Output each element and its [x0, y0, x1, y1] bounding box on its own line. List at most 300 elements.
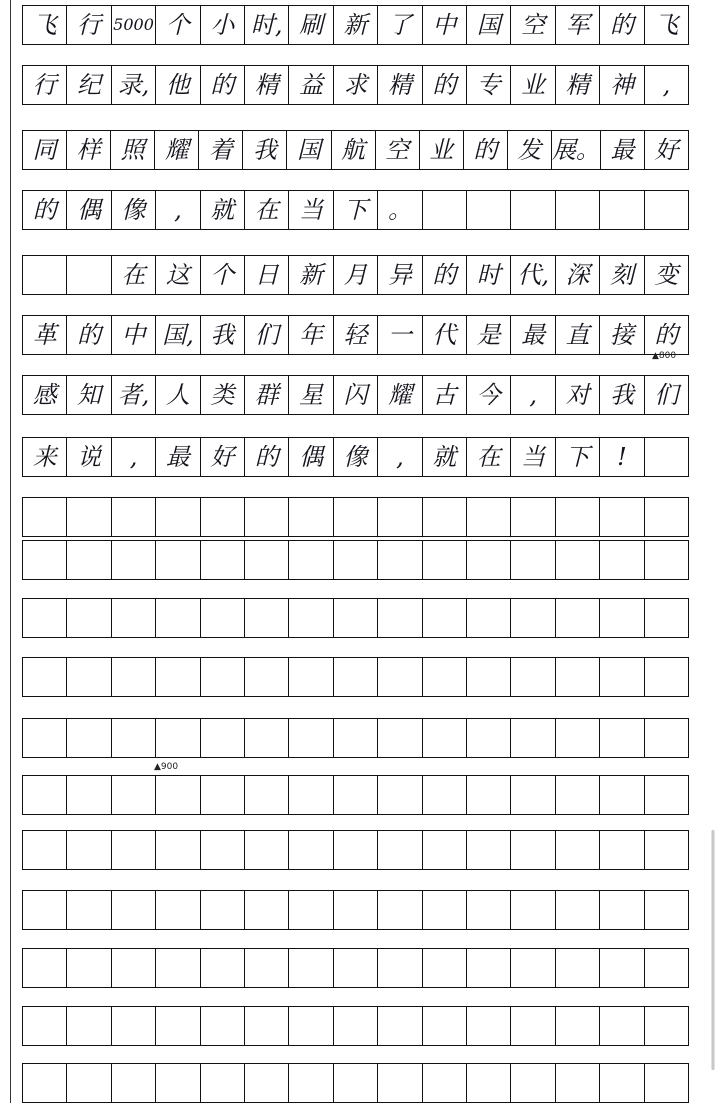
grid-cell — [467, 719, 511, 757]
grid-cell: 飞 — [654, 11, 679, 39]
grid-row — [22, 830, 689, 870]
grid-row — [22, 190, 689, 230]
grid-cell — [645, 776, 688, 814]
grid-row — [22, 540, 689, 580]
grid-cell: 的 — [423, 66, 467, 104]
grid-cell — [378, 949, 422, 987]
grid-cell: , — [112, 438, 156, 476]
grid-cell: 知 — [67, 376, 111, 414]
grid-cell — [600, 949, 644, 987]
grid-cell: 们 — [654, 381, 679, 409]
grid-cell — [334, 541, 378, 579]
grid-cell — [378, 776, 422, 814]
grid-row — [22, 1006, 689, 1046]
grid-row — [22, 775, 689, 815]
grid-cell: 当 — [289, 191, 333, 229]
grid-cell: 行 — [23, 66, 67, 104]
grid-cell: 国 — [467, 6, 511, 44]
grid-cell — [112, 719, 156, 757]
grid-cell — [378, 658, 422, 696]
grid-cell: 求 — [334, 66, 378, 104]
grid-cell — [67, 776, 111, 814]
grid-cell — [112, 658, 156, 696]
grid-cell — [511, 1064, 555, 1102]
grid-cell: , — [378, 438, 422, 476]
grid-cell — [334, 831, 378, 869]
grid-cell: 最 — [156, 438, 200, 476]
grid-cell: 人 — [156, 376, 200, 414]
grid-cell — [245, 498, 289, 536]
grid-cell — [511, 191, 555, 229]
grid-cell — [201, 891, 245, 929]
grid-cell — [378, 541, 422, 579]
grid-cell: 偶 — [289, 438, 333, 476]
grid-row — [22, 437, 689, 477]
grid-cell: 国, — [156, 316, 200, 354]
grid-cell: 这 — [156, 256, 200, 294]
grid-cell — [289, 949, 333, 987]
grid-row — [22, 65, 689, 105]
grid-cell — [112, 891, 156, 929]
grid-cell: 空 — [376, 131, 420, 169]
grid-cell — [423, 1064, 467, 1102]
grid-cell — [23, 256, 67, 294]
grid-cell — [201, 719, 245, 757]
grid-cell — [467, 191, 511, 229]
grid-cell: 个 — [156, 6, 200, 44]
grid-cell: 当 — [511, 438, 555, 476]
grid-cell: 我 — [243, 131, 287, 169]
grid-cell: 就 — [423, 438, 467, 476]
grid-cell — [511, 776, 555, 814]
grid-cell — [378, 831, 422, 869]
grid-cell: 异 — [378, 256, 422, 294]
grid-cell — [378, 1007, 422, 1045]
grid-cell — [201, 498, 245, 536]
grid-row — [22, 948, 689, 988]
grid-cell — [556, 1064, 600, 1102]
grid-cell — [245, 891, 289, 929]
grid-cell — [67, 498, 111, 536]
grid-cell: 在 — [112, 256, 156, 294]
grid-cell: 的 — [23, 191, 67, 229]
grid-cell — [67, 599, 111, 637]
grid-cell: 来 — [23, 438, 67, 476]
grid-cell — [112, 1007, 156, 1045]
grid-cell — [23, 719, 67, 757]
grid-cell: 深 — [556, 256, 600, 294]
grid-cell — [645, 191, 688, 229]
grid-cell: 我 — [201, 316, 245, 354]
grid-cell — [67, 891, 111, 929]
grid-cell — [423, 541, 467, 579]
grid-cell — [112, 541, 156, 579]
grid-cell — [511, 599, 555, 637]
grid-cell — [23, 541, 67, 579]
grid-cell — [23, 1007, 67, 1045]
grid-cell — [289, 1007, 333, 1045]
grid-cell: 耀 — [155, 131, 199, 169]
grid-cell — [467, 541, 511, 579]
grid-cell: 军 — [556, 6, 600, 44]
grid-cell — [511, 719, 555, 757]
grid-cell — [600, 541, 644, 579]
grid-cell — [645, 719, 688, 757]
grid-cell: 。 — [378, 191, 422, 229]
grid-cell — [556, 719, 600, 757]
grid-cell — [156, 949, 200, 987]
grid-cell — [423, 949, 467, 987]
grid-cell: 像 — [112, 191, 156, 229]
grid-cell — [23, 776, 67, 814]
grid-cell — [245, 599, 289, 637]
grid-row — [22, 718, 689, 758]
grid-cell: 的 — [423, 256, 467, 294]
grid-cell: 变 — [654, 261, 679, 289]
grid-cell: 耀 — [378, 376, 422, 414]
grid-cell — [334, 1064, 378, 1102]
grid-cell: 一 — [378, 316, 422, 354]
grid-cell: 精 — [245, 66, 289, 104]
grid-cell: 飞 — [23, 6, 67, 44]
grid-cell — [112, 1064, 156, 1102]
grid-cell — [467, 599, 511, 637]
grid-cell — [600, 191, 644, 229]
grid-cell — [201, 1064, 245, 1102]
grid-cell: 专 — [467, 66, 511, 104]
grid-cell: , — [662, 71, 671, 99]
grid-cell — [467, 891, 511, 929]
grid-cell — [201, 949, 245, 987]
grid-cell: 业 — [511, 66, 555, 104]
grid-cell — [67, 1007, 111, 1045]
grid-cell — [556, 949, 600, 987]
grid-cell — [334, 498, 378, 536]
grid-cell — [289, 1064, 333, 1102]
grid-row — [22, 497, 689, 537]
grid-row — [22, 255, 689, 295]
grid-cell — [289, 719, 333, 757]
grid-cell: 接 — [600, 316, 644, 354]
grid-cell: 闪 — [334, 376, 378, 414]
grid-cell — [467, 1064, 511, 1102]
grid-cell — [156, 1007, 200, 1045]
grid-cell: 日 — [245, 256, 289, 294]
grid-cell — [600, 891, 644, 929]
grid-cell: 革 — [23, 316, 67, 354]
grid-cell — [334, 891, 378, 929]
grid-cell: 同 — [23, 131, 67, 169]
grid-cell: 时 — [467, 256, 511, 294]
grid-cell — [423, 891, 467, 929]
grid-cell: 月 — [334, 256, 378, 294]
grid-cell: 们 — [245, 316, 289, 354]
grid-cell — [201, 776, 245, 814]
grid-cell: 的 — [245, 438, 289, 476]
grid-cell — [23, 658, 67, 696]
grid-cell — [423, 831, 467, 869]
grid-cell — [289, 599, 333, 637]
grid-cell — [201, 658, 245, 696]
grid-cell: 像 — [334, 438, 378, 476]
grid-cell: 的 — [67, 316, 111, 354]
grid-cell: 神 — [600, 66, 644, 104]
grid-cell: 说 — [67, 438, 111, 476]
grid-row — [22, 315, 689, 355]
word-count-marker-900: ▲900 — [154, 762, 179, 772]
grid-cell — [511, 498, 555, 536]
grid-cell — [645, 891, 688, 929]
grid-cell: 下 — [334, 191, 378, 229]
grid-cell — [201, 831, 245, 869]
grid-cell: 中 — [112, 316, 156, 354]
grid-cell — [600, 498, 644, 536]
grid-cell — [556, 541, 600, 579]
grid-cell — [67, 1064, 111, 1102]
grid-cell — [156, 498, 200, 536]
grid-cell — [645, 1007, 688, 1045]
grid-cell — [600, 1007, 644, 1045]
grid-cell — [645, 541, 688, 579]
grid-cell — [67, 541, 111, 579]
grid-cell — [289, 831, 333, 869]
grid-cell: 个 — [201, 256, 245, 294]
grid-cell — [112, 831, 156, 869]
grid-cell — [112, 776, 156, 814]
grid-row — [22, 375, 689, 415]
grid-cell — [245, 1007, 289, 1045]
grid-cell: 精 — [378, 66, 422, 104]
grid-cell — [112, 599, 156, 637]
grid-cell — [112, 949, 156, 987]
grid-cell — [378, 498, 422, 536]
grid-cell — [556, 498, 600, 536]
grid-cell: 的 — [464, 131, 508, 169]
grid-cell — [67, 831, 111, 869]
grid-cell: 轻 — [334, 316, 378, 354]
grid-cell — [67, 719, 111, 757]
grid-cell: 古 — [423, 376, 467, 414]
grid-cell — [334, 658, 378, 696]
grid-cell: 下 — [556, 438, 600, 476]
grid-cell — [645, 599, 688, 637]
grid-cell — [245, 949, 289, 987]
grid-cell — [67, 949, 111, 987]
grid-cell — [67, 658, 111, 696]
grid-cell: 益 — [289, 66, 333, 104]
grid-cell — [156, 776, 200, 814]
grid-cell — [245, 719, 289, 757]
grid-cell — [467, 776, 511, 814]
grid-cell — [112, 498, 156, 536]
grid-cell — [23, 599, 67, 637]
grid-cell — [645, 438, 688, 476]
grid-cell — [645, 949, 688, 987]
grid-cell — [556, 1007, 600, 1045]
grid-cell — [423, 498, 467, 536]
grid-cell — [600, 1064, 644, 1102]
grid-cell: 展。 — [552, 131, 601, 169]
grid-cell — [289, 498, 333, 536]
grid-cell — [645, 831, 688, 869]
grid-cell: 在 — [467, 438, 511, 476]
grid-cell: 对 — [556, 376, 600, 414]
grid-row — [22, 1063, 689, 1103]
grid-cell: 最 — [511, 316, 555, 354]
grid-cell — [511, 891, 555, 929]
grid-cell: 航 — [332, 131, 376, 169]
grid-cell: 者, — [112, 376, 156, 414]
grid-cell: 代 — [423, 316, 467, 354]
grid-cell — [467, 831, 511, 869]
grid-cell — [467, 658, 511, 696]
grid-cell — [245, 1064, 289, 1102]
grid-cell — [556, 776, 600, 814]
grid-cell: 年 — [289, 316, 333, 354]
grid-cell — [289, 891, 333, 929]
grid-cell — [423, 719, 467, 757]
grid-cell — [378, 1064, 422, 1102]
grid-cell: 中 — [423, 6, 467, 44]
grid-cell: 行 — [67, 6, 111, 44]
grid-cell — [334, 599, 378, 637]
grid-cell — [289, 658, 333, 696]
grid-cell: 好 — [654, 136, 679, 164]
grid-cell — [645, 498, 688, 536]
grid-cell — [467, 1007, 511, 1045]
grid-cell: 样 — [67, 131, 111, 169]
grid-cell — [245, 541, 289, 579]
grid-cell — [556, 599, 600, 637]
grid-cell: 时, — [245, 6, 289, 44]
grid-cell — [600, 658, 644, 696]
grid-cell — [511, 541, 555, 579]
grid-cell — [467, 498, 511, 536]
grid-cell: 感 — [23, 376, 67, 414]
grid-cell: 空 — [511, 6, 555, 44]
grid-cell — [201, 599, 245, 637]
grid-cell — [245, 658, 289, 696]
grid-cell: , — [156, 191, 200, 229]
grid-cell: 5000 — [112, 6, 156, 44]
grid-cell — [423, 1007, 467, 1045]
grid-cell — [23, 1064, 67, 1102]
grid-cell: 最 — [601, 131, 645, 169]
grid-cell — [378, 599, 422, 637]
grid-cell — [156, 891, 200, 929]
grid-cell — [556, 191, 600, 229]
grid-row — [22, 657, 689, 697]
grid-cell: 的 — [654, 321, 679, 349]
grid-cell — [645, 1064, 688, 1102]
grid-cell: 我 — [600, 376, 644, 414]
grid-cell — [156, 658, 200, 696]
grid-cell — [334, 949, 378, 987]
grid-cell — [600, 831, 644, 869]
grid-cell — [511, 1007, 555, 1045]
grid-cell: 今 — [467, 376, 511, 414]
grid-cell — [423, 658, 467, 696]
grid-cell: ! — [600, 438, 644, 476]
grid-cell: 照 — [111, 131, 155, 169]
grid-cell: 类 — [201, 376, 245, 414]
grid-cell — [556, 658, 600, 696]
grid-cell — [334, 776, 378, 814]
grid-cell: 星 — [289, 376, 333, 414]
grid-row — [22, 598, 689, 638]
grid-row — [22, 130, 689, 170]
grid-cell — [156, 541, 200, 579]
grid-cell — [467, 949, 511, 987]
grid-cell — [156, 1064, 200, 1102]
grid-cell — [423, 776, 467, 814]
page-curl-shadow — [711, 830, 715, 1070]
grid-cell — [245, 831, 289, 869]
grid-cell: 是 — [467, 316, 511, 354]
grid-cell — [156, 831, 200, 869]
grid-cell — [556, 831, 600, 869]
grid-cell — [334, 719, 378, 757]
word-count-marker-800: ▲800 — [652, 351, 677, 361]
grid-cell — [334, 1007, 378, 1045]
grid-cell: 就 — [201, 191, 245, 229]
grid-cell: 好 — [201, 438, 245, 476]
grid-cell: 国 — [287, 131, 331, 169]
grid-cell — [600, 599, 644, 637]
grid-cell: 发 — [508, 131, 552, 169]
grid-cell: 业 — [420, 131, 464, 169]
grid-cell: 代, — [511, 256, 555, 294]
grid-cell: 精 — [556, 66, 600, 104]
grid-row — [22, 890, 689, 930]
grid-cell: 刻 — [600, 256, 644, 294]
grid-cell — [378, 719, 422, 757]
grid-cell — [511, 831, 555, 869]
grid-cell: 新 — [289, 256, 333, 294]
grid-row — [22, 5, 689, 45]
grid-cell — [23, 498, 67, 536]
grid-cell — [156, 599, 200, 637]
grid-cell: 他 — [156, 66, 200, 104]
grid-cell — [23, 949, 67, 987]
grid-cell — [511, 949, 555, 987]
grid-cell — [245, 776, 289, 814]
grid-cell — [156, 719, 200, 757]
grid-cell: 新 — [334, 6, 378, 44]
grid-cell — [289, 776, 333, 814]
grid-cell — [23, 831, 67, 869]
grid-cell — [378, 891, 422, 929]
grid-cell — [423, 599, 467, 637]
grid-cell: 在 — [245, 191, 289, 229]
grid-cell: , — [511, 376, 555, 414]
grid-cell: 了 — [378, 6, 422, 44]
grid-cell — [600, 719, 644, 757]
grid-cell — [511, 658, 555, 696]
grid-cell — [23, 891, 67, 929]
grid-cell — [645, 658, 688, 696]
grid-cell: 小 — [201, 6, 245, 44]
grid-cell: 刷 — [289, 6, 333, 44]
grid-cell: 录, — [112, 66, 156, 104]
grid-cell: 直 — [556, 316, 600, 354]
grid-cell — [556, 891, 600, 929]
grid-cell — [600, 776, 644, 814]
grid-cell — [423, 191, 467, 229]
grid-cell: 的 — [600, 6, 644, 44]
grid-cell: 的 — [201, 66, 245, 104]
grid-cell — [289, 541, 333, 579]
